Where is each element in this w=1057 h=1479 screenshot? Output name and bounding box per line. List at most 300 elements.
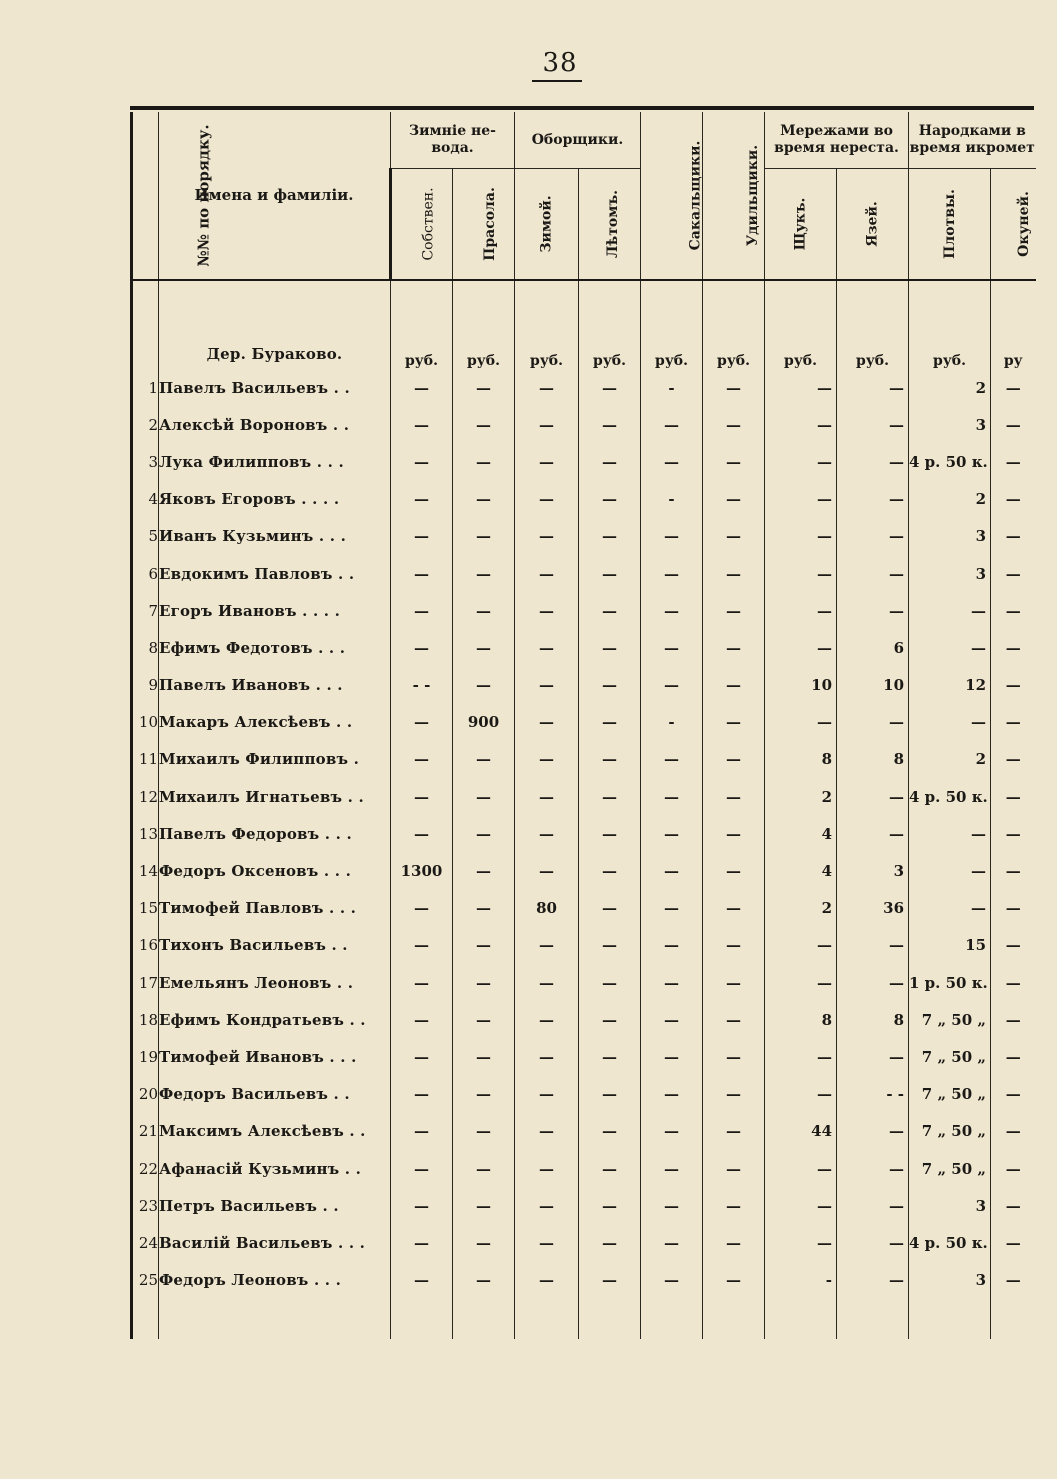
value-cell: 12 — [909, 667, 991, 704]
value-cell: — — [765, 1224, 837, 1261]
value-cell: — — [909, 890, 991, 927]
person-name: Емельянъ Леоновъ . . — [159, 964, 391, 1001]
value-cell: — — [837, 927, 909, 964]
value-cell: — — [765, 369, 837, 406]
value-cell: — — [765, 629, 837, 666]
value-cell: — — [703, 1076, 765, 1113]
value-cell: — — [391, 927, 453, 964]
subcol-summer: Лѣтомъ. — [579, 169, 641, 281]
value-cell: — — [991, 1076, 1036, 1113]
row-number: 20 — [132, 1076, 159, 1113]
value-cell: 900 — [453, 704, 515, 741]
value-cell: — — [579, 964, 641, 1001]
value-cell: — — [579, 481, 641, 518]
value-cell: — — [391, 890, 453, 927]
value-cell: — — [641, 443, 703, 480]
row-number: 17 — [132, 964, 159, 1001]
value-cell: — — [641, 741, 703, 778]
value-cell: 3 — [909, 1187, 991, 1224]
table-row — [132, 964, 1036, 1001]
person-name: Федоръ Оксеновъ . . . — [159, 852, 391, 889]
value-cell: — — [837, 704, 909, 741]
value-cell: — — [453, 667, 515, 704]
value-cell: 8 — [837, 1001, 909, 1038]
value-cell: 2 — [765, 778, 837, 815]
value-cell: — — [641, 629, 703, 666]
udilshchiki-header: Удильщики. — [703, 112, 765, 280]
value-cell: — — [909, 592, 991, 629]
row-number: 22 — [132, 1150, 159, 1187]
value-cell: 4 р. 50 к. — [909, 778, 991, 815]
person-name: Иванъ Кузьминъ . . . — [159, 518, 391, 555]
row-number: 18 — [132, 1001, 159, 1038]
value-cell: — — [391, 815, 453, 852]
value-cell: 7 „ 50 „ — [909, 1113, 991, 1150]
person-name: Ефимъ Кондратьевъ . . — [159, 1001, 391, 1038]
sakalshchiki-header: Сакальщики. — [641, 112, 703, 280]
value-cell: — — [515, 1038, 579, 1075]
value-cell: — — [991, 555, 1036, 592]
value-cell: — — [453, 629, 515, 666]
value-cell: — — [579, 406, 641, 443]
value-cell: — — [579, 1187, 641, 1224]
value-cell: — — [453, 778, 515, 815]
value-cell: — — [453, 555, 515, 592]
village-row — [132, 329, 1036, 369]
row-number: 19 — [132, 1038, 159, 1075]
value-cell: — — [641, 1262, 703, 1299]
value-cell: — — [515, 443, 579, 480]
value-cell: 10 — [837, 667, 909, 704]
value-cell: — — [837, 443, 909, 480]
table-row — [132, 704, 1036, 741]
value-cell: — — [765, 704, 837, 741]
value-cell: — — [703, 1187, 765, 1224]
value-cell: — — [837, 518, 909, 555]
value-cell: — — [703, 704, 765, 741]
value-cell: — — [641, 592, 703, 629]
value-cell: — — [641, 406, 703, 443]
value-cell: — — [391, 1076, 453, 1113]
value-cell: — — [453, 852, 515, 889]
value-cell: 2 — [765, 890, 837, 927]
value-cell: — — [703, 815, 765, 852]
value-cell: — — [579, 518, 641, 555]
value-cell: — — [579, 369, 641, 406]
value-cell: - — [641, 369, 703, 406]
value-cell: — — [703, 667, 765, 704]
value-cell: — — [391, 481, 453, 518]
value-cell: — — [391, 964, 453, 1001]
table-row — [132, 1187, 1036, 1224]
value-cell: — — [453, 369, 515, 406]
value-cell: — — [837, 555, 909, 592]
value-cell: — — [579, 1262, 641, 1299]
value-cell: — — [703, 778, 765, 815]
page-number: 38 — [542, 48, 578, 78]
value-cell: — — [579, 1001, 641, 1038]
value-cell: — — [991, 369, 1036, 406]
value-cell: 2 — [909, 369, 991, 406]
table-row — [132, 1150, 1036, 1187]
row-number: 16 — [132, 927, 159, 964]
header-spacer-row — [132, 280, 1036, 329]
village-name: Дер. Бураково. — [159, 329, 391, 369]
row-number: 7 — [132, 592, 159, 629]
value-cell: — — [453, 927, 515, 964]
value-cell: — — [453, 443, 515, 480]
value-cell: — — [641, 1224, 703, 1261]
value-cell: — — [391, 1262, 453, 1299]
value-cell: 1 р. 50 к. — [909, 964, 991, 1001]
value-cell: — — [579, 741, 641, 778]
value-cell: — — [991, 1262, 1036, 1299]
value-cell: — — [991, 852, 1036, 889]
value-cell: 80 — [515, 890, 579, 927]
value-cell: — — [641, 1001, 703, 1038]
value-cell: — — [703, 1001, 765, 1038]
value-cell: — — [765, 518, 837, 555]
value-cell: — — [515, 1001, 579, 1038]
value-cell: — — [991, 518, 1036, 555]
value-cell: — — [579, 704, 641, 741]
person-name: Павелъ Федоровъ . . . — [159, 815, 391, 852]
names-header: Имена и фамиліи. — [159, 112, 391, 280]
unit-label: руб. — [909, 329, 991, 369]
unit-label: руб. — [579, 329, 641, 369]
value-cell: — — [391, 592, 453, 629]
value-cell: — — [991, 1187, 1036, 1224]
table-row — [132, 406, 1036, 443]
subcol-ide: Язей. — [837, 169, 909, 281]
person-name: Максимъ Алексѣевъ . . — [159, 1113, 391, 1150]
value-cell: — — [515, 592, 579, 629]
table-row — [132, 1038, 1036, 1075]
row-number: 23 — [132, 1187, 159, 1224]
value-cell: — — [991, 629, 1036, 666]
value-cell: — — [765, 443, 837, 480]
table-row — [132, 1076, 1036, 1113]
row-number: 4 — [132, 481, 159, 518]
value-cell: — — [837, 1262, 909, 1299]
value-cell: — — [515, 629, 579, 666]
value-cell: — — [579, 1113, 641, 1150]
value-cell: — — [579, 555, 641, 592]
value-cell: 6 — [837, 629, 909, 666]
value-cell: — — [453, 964, 515, 1001]
value-cell: — — [391, 741, 453, 778]
value-cell: 7 „ 50 „ — [909, 1076, 991, 1113]
value-cell: 4 — [765, 815, 837, 852]
fishery-ledger-table — [130, 112, 1036, 1339]
value-cell: — — [453, 1038, 515, 1075]
value-cell: — — [453, 1187, 515, 1224]
value-cell: — — [391, 1113, 453, 1150]
value-cell: — — [837, 369, 909, 406]
page-number-underline — [532, 80, 582, 82]
value-cell: — — [991, 815, 1036, 852]
oborshchiki-header: Оборщики. — [515, 112, 641, 169]
row-number: 5 — [132, 518, 159, 555]
table-row — [132, 778, 1036, 815]
value-cell: — — [641, 1187, 703, 1224]
value-cell: — — [703, 741, 765, 778]
value-cell: — — [703, 369, 765, 406]
value-cell: — — [579, 927, 641, 964]
value-cell: — — [703, 629, 765, 666]
value-cell: - - — [837, 1076, 909, 1113]
value-cell: — — [703, 518, 765, 555]
value-cell: — — [991, 443, 1036, 480]
row-number-header: №№ по порядку. — [132, 112, 159, 280]
unit-label: руб. — [641, 329, 703, 369]
table-row — [132, 518, 1036, 555]
subcol-prasol: Прасола. — [453, 169, 515, 281]
value-cell: — — [991, 704, 1036, 741]
value-cell: — — [703, 1262, 765, 1299]
value-cell: — — [837, 1187, 909, 1224]
value-cell: — — [641, 852, 703, 889]
value-cell: — — [641, 1076, 703, 1113]
value-cell: — — [837, 406, 909, 443]
row-number: 24 — [132, 1224, 159, 1261]
value-cell: — — [703, 1113, 765, 1150]
value-cell: — — [579, 443, 641, 480]
value-cell: 44 — [765, 1113, 837, 1150]
table-row — [132, 815, 1036, 852]
table-row — [132, 667, 1036, 704]
value-cell: 3 — [837, 852, 909, 889]
value-cell: — — [909, 704, 991, 741]
value-cell: 4 — [765, 852, 837, 889]
value-cell: — — [453, 1001, 515, 1038]
value-cell: 7 „ 50 „ — [909, 1150, 991, 1187]
value-cell: — — [515, 1262, 579, 1299]
row-number: 14 — [132, 852, 159, 889]
value-cell: — — [837, 592, 909, 629]
value-cell: — — [991, 406, 1036, 443]
value-cell: — — [641, 815, 703, 852]
person-name: Тимофей Ивановъ . . . — [159, 1038, 391, 1075]
value-cell: — — [703, 406, 765, 443]
value-cell: — — [765, 481, 837, 518]
row-number: 3 — [132, 443, 159, 480]
table-tail-row — [132, 1299, 1036, 1339]
value-cell: 2 — [909, 481, 991, 518]
person-name: Петръ Васильевъ . . — [159, 1187, 391, 1224]
value-cell: — — [703, 555, 765, 592]
value-cell: 2 — [909, 741, 991, 778]
row-number: 11 — [132, 741, 159, 778]
value-cell: 10 — [765, 667, 837, 704]
value-cell: — — [991, 481, 1036, 518]
table-row — [132, 1224, 1036, 1261]
value-cell: — — [991, 1150, 1036, 1187]
table-row — [132, 927, 1036, 964]
subcol-own: Собствен. — [391, 169, 453, 281]
value-cell: — — [579, 778, 641, 815]
row-number: 8 — [132, 629, 159, 666]
unit-label: руб. — [391, 329, 453, 369]
value-cell: — — [391, 629, 453, 666]
value-cell: — — [579, 629, 641, 666]
row-number: 12 — [132, 778, 159, 815]
unit-label: руб. — [703, 329, 765, 369]
value-cell: — — [909, 852, 991, 889]
value-cell: — — [391, 518, 453, 555]
value-cell: — — [703, 1150, 765, 1187]
value-cell: 4 р. 50 к. — [909, 443, 991, 480]
value-cell: — — [453, 1113, 515, 1150]
person-name: Павелъ Васильевъ . . — [159, 369, 391, 406]
value-cell: 36 — [837, 890, 909, 927]
value-cell: — — [391, 1150, 453, 1187]
value-cell: — — [579, 1076, 641, 1113]
person-name: Евдокимъ Павловъ . . — [159, 555, 391, 592]
row-number: 13 — [132, 815, 159, 852]
value-cell: — — [391, 1224, 453, 1261]
value-cell: — — [391, 1187, 453, 1224]
value-cell: — — [641, 890, 703, 927]
unit-label: руб. — [453, 329, 515, 369]
value-cell: — — [991, 964, 1036, 1001]
value-cell: — — [453, 406, 515, 443]
value-cell: — — [703, 964, 765, 1001]
winter-seines-header: Зимніе не-вода. — [391, 112, 515, 169]
value-cell: — — [703, 1038, 765, 1075]
value-cell: — — [515, 964, 579, 1001]
person-name: Тимофей Павловъ . . . — [159, 890, 391, 927]
value-cell: — — [579, 1038, 641, 1075]
value-cell: — — [641, 778, 703, 815]
value-cell: — — [837, 964, 909, 1001]
person-name: Федоръ Леоновъ . . . — [159, 1262, 391, 1299]
subcol-winter: Зимой. — [515, 169, 579, 281]
value-cell: — — [515, 1076, 579, 1113]
row-number: 15 — [132, 890, 159, 927]
table-row — [132, 443, 1036, 480]
value-cell: — — [579, 815, 641, 852]
value-cell: — — [391, 1038, 453, 1075]
value-cell: — — [515, 778, 579, 815]
value-cell: 8 — [765, 741, 837, 778]
value-cell: — — [837, 1224, 909, 1261]
table-row — [132, 369, 1036, 406]
value-cell: — — [391, 704, 453, 741]
value-cell: — — [837, 1038, 909, 1075]
value-cell: — — [391, 778, 453, 815]
value-cell: — — [391, 406, 453, 443]
table-row — [132, 481, 1036, 518]
value-cell: 4 р. 50 к. — [909, 1224, 991, 1261]
value-cell: — — [703, 592, 765, 629]
value-cell: 7 „ 50 „ — [909, 1038, 991, 1075]
value-cell: - — [641, 481, 703, 518]
value-cell: 15 — [909, 927, 991, 964]
value-cell: — — [453, 1262, 515, 1299]
value-cell: — — [909, 629, 991, 666]
person-name: Тихонъ Васильевъ . . — [159, 927, 391, 964]
value-cell: 7 „ 50 „ — [909, 1001, 991, 1038]
value-cell: — — [515, 815, 579, 852]
person-name: Макаръ Алексѣевъ . . — [159, 704, 391, 741]
person-name: Яковъ Егоровъ . . . . — [159, 481, 391, 518]
value-cell: — — [515, 1150, 579, 1187]
value-cell: — — [703, 443, 765, 480]
value-cell: — — [515, 704, 579, 741]
value-cell: — — [837, 481, 909, 518]
value-cell: — — [515, 1187, 579, 1224]
value-cell: 3 — [909, 555, 991, 592]
value-cell: — — [909, 815, 991, 852]
person-name: Алексѣй Вороновъ . . — [159, 406, 391, 443]
value-cell: — — [991, 890, 1036, 927]
person-name: Павелъ Ивановъ . . . — [159, 667, 391, 704]
value-cell: — — [515, 927, 579, 964]
value-cell: — — [579, 667, 641, 704]
value-cell: — — [991, 778, 1036, 815]
table-row — [132, 592, 1036, 629]
value-cell: — — [453, 1150, 515, 1187]
value-cell: — — [991, 741, 1036, 778]
spawning-nets-header: Мережами во время нереста. — [765, 112, 909, 169]
value-cell: - - — [391, 667, 453, 704]
value-cell: — — [579, 852, 641, 889]
value-cell: 3 — [909, 406, 991, 443]
value-cell: — — [641, 667, 703, 704]
value-cell: 8 — [837, 741, 909, 778]
row-number: 25 — [132, 1262, 159, 1299]
value-cell: — — [641, 518, 703, 555]
value-cell: — — [991, 1224, 1036, 1261]
table-row — [132, 629, 1036, 666]
row-number: 6 — [132, 555, 159, 592]
unit-label: руб. — [515, 329, 579, 369]
table-row — [132, 555, 1036, 592]
person-name: Лука Филипповъ . . . — [159, 443, 391, 480]
value-cell: — — [703, 1224, 765, 1261]
value-cell: — — [453, 518, 515, 555]
person-name: Афанасій Кузьминъ . . — [159, 1150, 391, 1187]
value-cell: — — [453, 1076, 515, 1113]
value-cell: — — [641, 927, 703, 964]
value-cell: — — [991, 1001, 1036, 1038]
value-cell: — — [391, 555, 453, 592]
value-cell: — — [453, 815, 515, 852]
value-cell: — — [641, 1038, 703, 1075]
table-row — [132, 890, 1036, 927]
unit-label: руб. — [837, 329, 909, 369]
value-cell: — — [765, 1076, 837, 1113]
person-name: Василій Васильевъ . . . — [159, 1224, 391, 1261]
value-cell: — — [391, 1001, 453, 1038]
value-cell: — — [765, 964, 837, 1001]
value-cell: — — [641, 555, 703, 592]
value-cell: — — [641, 1113, 703, 1150]
value-cell: — — [765, 1187, 837, 1224]
row-number: 21 — [132, 1113, 159, 1150]
value-cell: — — [453, 481, 515, 518]
value-cell: — — [703, 890, 765, 927]
row-number: 9 — [132, 667, 159, 704]
person-name: Михаилъ Филипповъ . — [159, 741, 391, 778]
table-row — [132, 1262, 1036, 1299]
row-number: 2 — [132, 406, 159, 443]
value-cell: — — [515, 555, 579, 592]
value-cell: — — [765, 406, 837, 443]
table-row — [132, 741, 1036, 778]
person-name: Егоръ Ивановъ . . . . — [159, 592, 391, 629]
